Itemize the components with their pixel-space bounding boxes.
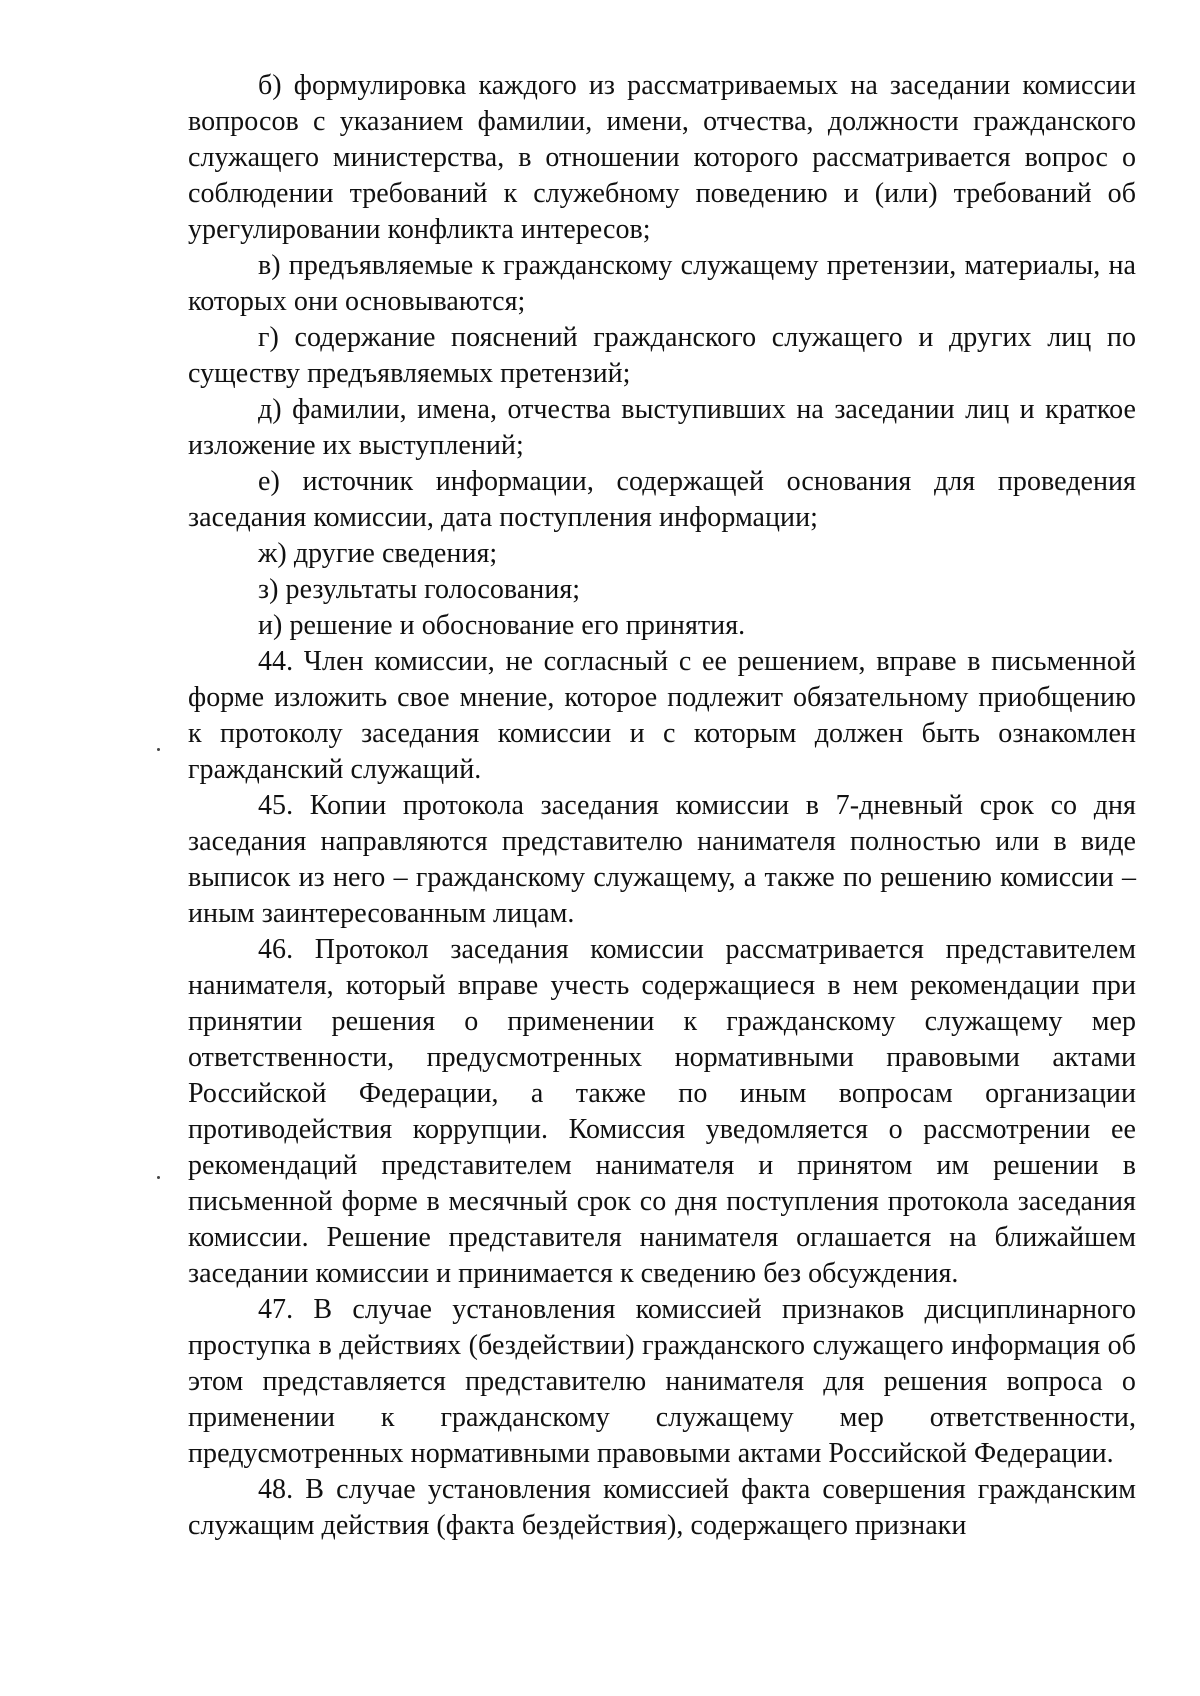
paragraph-47: 47. В случае установления комиссией признаков дисциплинарного проступка в действиях (бездействии) гражданского служащего информация об этом представляется представителю нанимателя для решения вопроса о применении к гражданскому служащему мер ответственности, предусмотренных нормативными правовыми актами Российской Федерации.	[188, 1294, 1136, 1469]
paragraph-item-v: в) предъявляемые к гражданскому служащему претензии, материалы, на которых они основываются;	[188, 250, 1136, 317]
paragraph-item-z: з) результаты голосования;	[258, 574, 581, 605]
paragraph-item-g: г) содержание пояснений гражданского служащего и других лиц по существу предъявляемых претензий;	[188, 322, 1136, 389]
paragraph-item-e: е) источник информации, содержащей основания для проведения заседания комиссии, дата поступления информации;	[188, 466, 1136, 533]
paragraph-item-zh: ж) другие сведения;	[258, 538, 498, 569]
paragraph-44: 44. Член комиссии, не согласный с ее решением, вправе в письменной форме изложить свое мнение, которое подлежит обязательному приобщению к протоколу заседания комиссии и с которым должен быть ознакомлен гражданский служащий.	[188, 646, 1136, 785]
document-body	[188, 68, 1136, 1544]
scan-speck	[157, 748, 160, 751]
paragraph-item-d: д) фамилии, имена, отчества выступивших на заседании лиц и краткое изложение их выступлений;	[188, 394, 1136, 461]
paragraph-45: 45. Копии протокола заседания комиссии в 7-дневный срок со дня заседания направляются представителю нанимателя полностью или в виде выписок из него – гражданскому служащему, а также по решению комиссии – иным заинтересованным лицам.	[188, 790, 1136, 929]
paragraph-item-i: и) решение и обоснование его принятия.	[258, 610, 746, 641]
paragraph-item-b: б) формулировка каждого из рассматриваемых на заседании комиссии вопросов с указанием фамилии, имени, отчества, должности гражданского служащего министерства, в отношении которого рассматривается вопрос о соблюдении требований к служебному поведению и (или) требований об урегулировании конфликта интересов;	[188, 70, 1136, 245]
scan-speck	[157, 1176, 160, 1179]
paragraph-48: 48. В случае установления комиссией факта совершения гражданским служащим действия (факта бездействия), содержащего признаки	[188, 1474, 1136, 1541]
paragraph-46: 46. Протокол заседания комиссии рассматривается представителем нанимателя, который вправе учесть содержащиеся в нем рекомендации при принятии решения о применении к гражданскому служащему мер ответственности, предусмотренных нормативными правовыми актами Российской Федерации, а также по иным вопросам организации противодействия коррупции. Комиссия уведомляется о рассмотрении ее рекомендаций представителем нанимателя и принятом им решении в письменной форме в месячный срок со дня поступления протокола заседания комиссии. Решение представителя нанимателя оглашается на ближайшем заседании комиссии и принимается к сведению без обсуждения.	[188, 934, 1136, 1289]
